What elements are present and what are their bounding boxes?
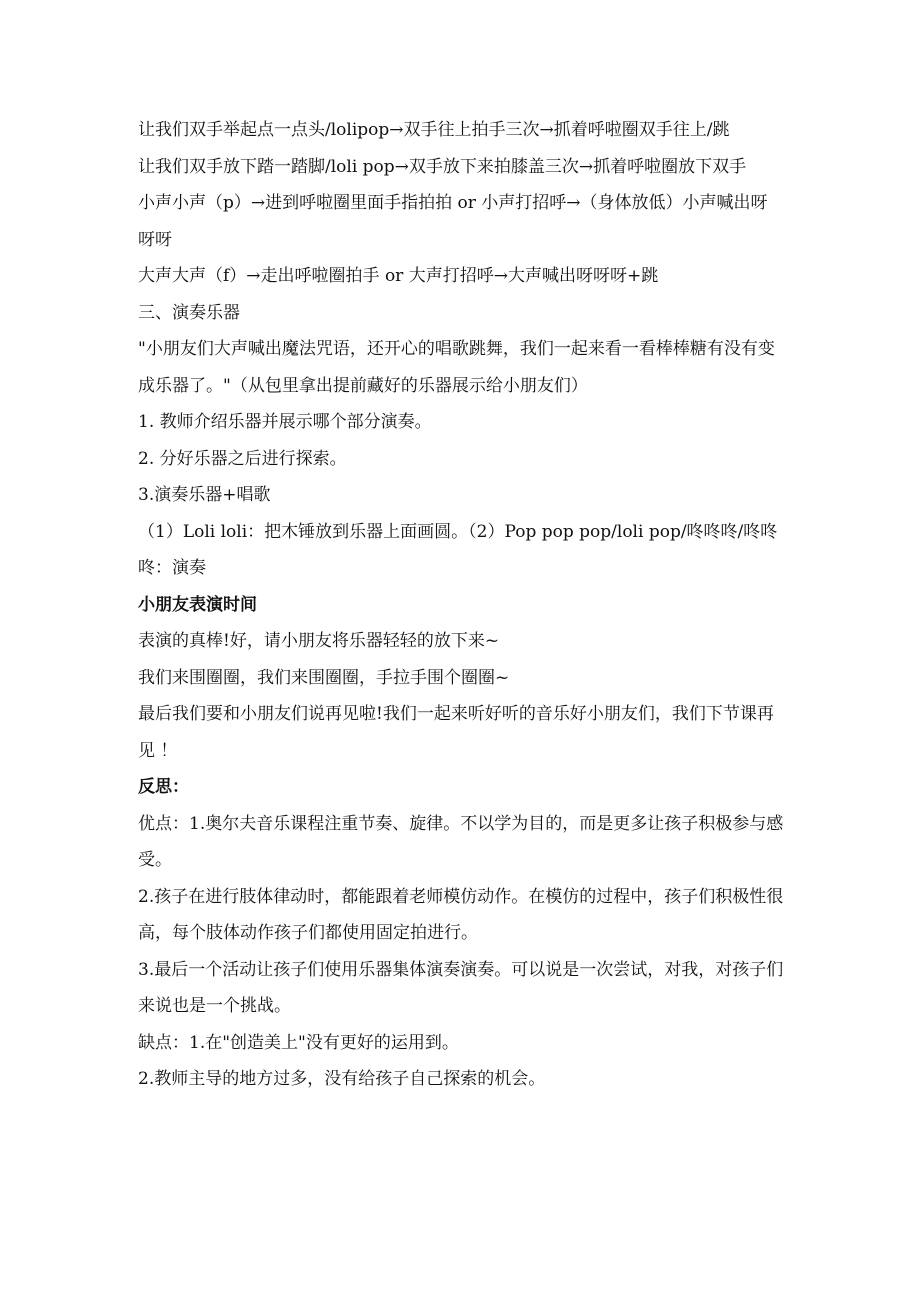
paragraph: （1）Loli loli：把木锤放到乐器上面画圆。（2）Pop pop pop/loli pop/咚咚咚/咚咚咚：演奏 bbox=[138, 521, 778, 578]
paragraph: 最后我们要和小朋友们说再见啦!我们一起来听好听的音乐好小朋友们，我们下节课再见 ！ bbox=[138, 704, 774, 761]
list-item: 2. 分好乐器之后进行探索。 bbox=[138, 448, 347, 469]
paragraph: 缺点：1.在"创造美上"没有更好的运用到。 bbox=[138, 1032, 459, 1053]
paragraph: 2.孩子在进行肢体律动时，都能跟着老师模仿动作。在模仿的过程中，孩子们积极性很高，每个肢体动作孩子们都使用固定拍进行。 bbox=[138, 886, 784, 943]
section-heading: 三、演奏乐器 bbox=[138, 302, 240, 323]
paragraph: 我们来围圈圈，我们来围圈圈，手拉手围个圈圈~ bbox=[138, 667, 510, 688]
paragraph: "小朋友们大声喊出魔法咒语，还开心的唱歌跳舞，我们一起来看一看棒棒糖有没有变成乐器了。"（从包里拿出提前藏好的乐器展示给小朋友们） bbox=[138, 339, 775, 396]
paragraph: 表演的真棒!好，请小朋友将乐器轻轻的放下来~ bbox=[138, 631, 500, 651]
bold-heading: 小朋友表演时间 bbox=[138, 594, 257, 615]
document-page bbox=[138, 112, 784, 1098]
paragraph: 大声大声（f）→走出呼啦圈拍手 or 大声打招呼→大声喊出呀呀呀+跳 bbox=[138, 266, 659, 286]
paragraph: 优点：1.奥尔夫音乐课程注重节奏、旋律。不以学为目的，而是更多让孩子积极参与感受。 bbox=[138, 813, 784, 870]
paragraph: 小声小声（p）→进到呼啦圈里面手指拍拍 or 小声打招呼→（身体放低）小声喊出呀呀呀 bbox=[138, 193, 768, 250]
reflection-heading: 反思： bbox=[138, 777, 189, 797]
list-item: 3.演奏乐器+唱歌 bbox=[138, 485, 271, 505]
paragraph: 2.教师主导的地方过多，没有给孩子自己探索的机会。 bbox=[138, 1069, 546, 1089]
paragraph: 3.最后一个活动让孩子们使用乐器集体演奏演奏。可以说是一次尝试，对我，对孩子们来说也是一个挑战。 bbox=[138, 959, 784, 1016]
paragraph: 让我们双手放下踏一踏脚/loli pop→双手放下来拍膝盖三次→抓着呼啦圈放下双手 bbox=[138, 156, 747, 177]
paragraph: 让我们双手举起点一点头/lolipop→双手往上拍手三次→抓着呼啦圈双手往上/跳 bbox=[138, 120, 730, 140]
list-item: 1. 教师介绍乐器并展示哪个部分演奏。 bbox=[138, 412, 432, 432]
